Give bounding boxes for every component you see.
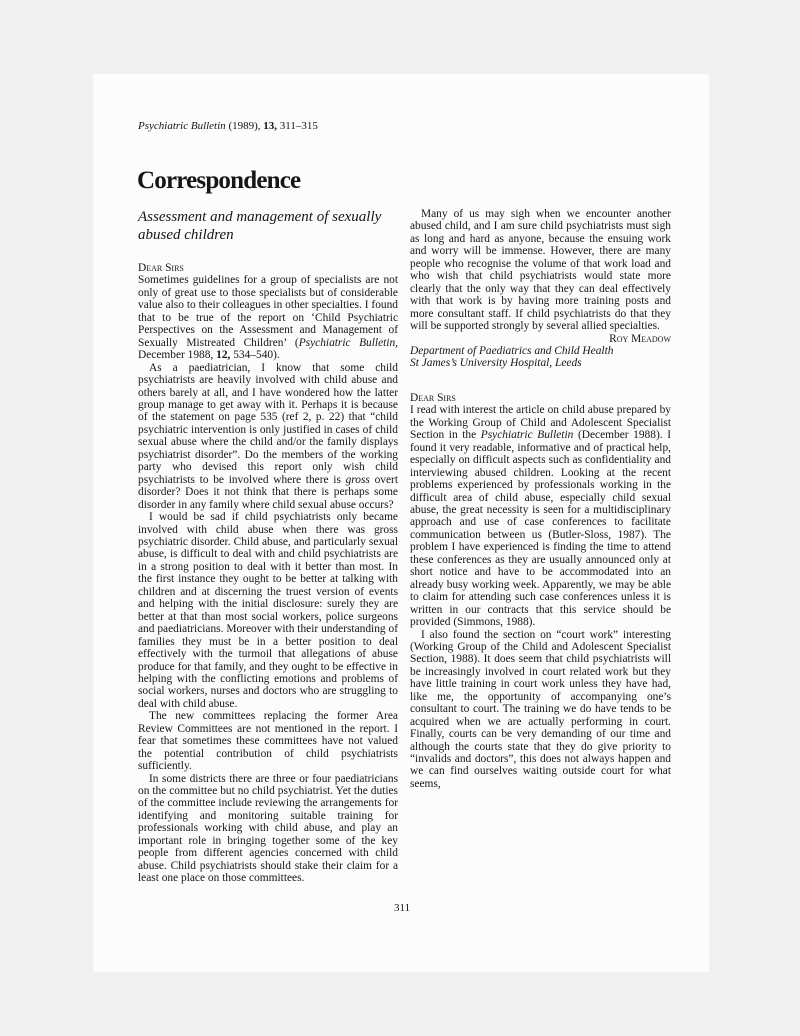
letter1-signature: Roy Meadow: [609, 332, 671, 345]
letter2-paragraph-2: I also found the section on “court work” interesting (Working Group of the Child and Adolescent Specialist Section, 1988). It does seem that child psychiatrists will be increasingly involved in court related work but they have little training in court work unless they have had, like me, the opportunity of accompanying one’s consultant to court. The training we do have tends to be acquired when we are actually performing in court. Finally, courts can be very demanding of our time and although the courts state that they do give priority to “invalids and doctors”, this does not always happen and we can find ourselves waiting outside court for what seems,: [410, 628, 671, 790]
left-column: [138, 208, 398, 885]
letter1-salutation: Dear Sirs: [138, 262, 184, 274]
letter1-paragraph-2: As a paediatrician, I know that some child psychiatrists are heavily involved with child abuse and others barely at all, and I have wondered how the latter group manage to get away with it. Perhaps it is because of the statement on page 535 (ref 2, p. 22) that “child psychiatric intervention is only justified in cases of child sexual abuse where the child and/or the family displays psychiatrist disorder”. Do the members of the working party who devised this report only wish child psychiatrists to be involved where there is gross overt disorder? Does it not think that there is perhaps some disorder in any family where child sexual abuse occurs?: [138, 361, 398, 511]
journal-volume: 13,: [263, 120, 278, 132]
letter1-paragraph-4: The new committees replacing the former Area Review Committees are not mentioned in the report. I fear that sometimes these committees have not valued the potential contribution of child psychiatrists sufficiently.: [138, 710, 398, 773]
article-title: Assessment and management of sexually abused children: [138, 209, 382, 243]
journal-reference: Psychiatric Bulletin,: [298, 336, 398, 349]
right-column: [410, 208, 671, 790]
letter1-paragraph-6: Many of us may sigh when we encounter another abused child, and I am sure child psychiatrists must sigh as long and hard as anyone, because the ensuing work and worry will be immense. However, there are many people who recognise the volume of that work load and who wish that child psychiatrists would state more clearly that the only way that they can deal effectively with that work is by having more training posts and more consultant staff. If child psychiatrists do that they will be supported strongly by several allied specialties.: [410, 208, 671, 333]
page-number: 311: [394, 902, 411, 914]
letter1-paragraph-1: Sometimes guidelines for a group of specialists are not only of great use to those specialists but of considerable value also to their colleagues in other specialties. I found that to be true of the report on ‘Child Psychiatric Perspectives on the Assessment and Management of Sexually Mistreated Children’ (Psychiatric Bulletin, December 1988, 12, 534–540).: [138, 274, 398, 362]
letter1-hospital: St James’s University Hospital, Leeds: [410, 357, 582, 370]
journal-pages: 311–315: [279, 120, 318, 132]
letter1-paragraph-3: I would be sad if child psychiatrists only became involved with child abuse when there was gross psychiatric disorder. Child abuse, and particularly sexual abuse, is difficult to deal with and child psychiatrists are in a strong position to deal with it better than most. In the first instance they ought to be better at talking with children and at discerning the truest version of events and helping with the initial disclosure: surely they are better at that than most social workers, police surgeons and paediatricians. Moreover with their understanding of families they must be in a better position to deal effectively with the turmoil that allegations of abuse produce for that family, and they ought to be effective in helping with the conflicting emotions and problems of social workers, nurses and doctors who are struggling to deal with child abuse.: [138, 511, 398, 710]
journal-reference-2: Psychiatric Bulletin: [480, 429, 574, 442]
section-title: Correspondence: [137, 167, 301, 194]
journal-year: (1989),: [228, 120, 261, 132]
journal-citation: [138, 119, 318, 133]
journal-name: Psychiatric Bulletin: [138, 120, 226, 132]
letter-separator: [410, 370, 671, 392]
letter2-paragraph-1: I read with interest the article on child abuse prepared by the Working Group of Child and Adolescent Specialist Section in the Psychiatric Bulletin (December 1988). I found it very readable, informative and of practical help, especially on difficult aspects such as confidentiality and interviewing abused children. Looking at the recent problems experienced by professionals working in the difficult area of child abuse, especially child sexual abuse, the great necessity is seen for a multidisciplinary approach and use of case conferences to facilitate communication between us (Butler-Sloss, 1987). The problem I have experienced is finding the time to attend these conferences as they are usually announced only at short notice and have to be accommodated into an already busy working week. Apparently, we may be able to claim for attending such case conferences unless it is written in our contracts that this service should be provided (Simmons, 1988).: [410, 404, 671, 629]
letter2-salutation: Dear Sirs: [410, 391, 456, 404]
letter1-department: Department of Paediatrics and Child Health: [410, 344, 614, 357]
emphasis-gross: gross: [345, 473, 370, 486]
letter1-paragraph-5: In some districts there are three or four paediatricians on the committee but no child psychiatrist. Yet the duties of the committee include reviewing the arrangements for identifying and monitoring suitable training for professionals working with child abuse, and play an important role in bringing together some of the key people from different agencies concerned with child abuse. Child psychiatrists should stake their claim for a least one place on those committees.: [138, 772, 398, 885]
